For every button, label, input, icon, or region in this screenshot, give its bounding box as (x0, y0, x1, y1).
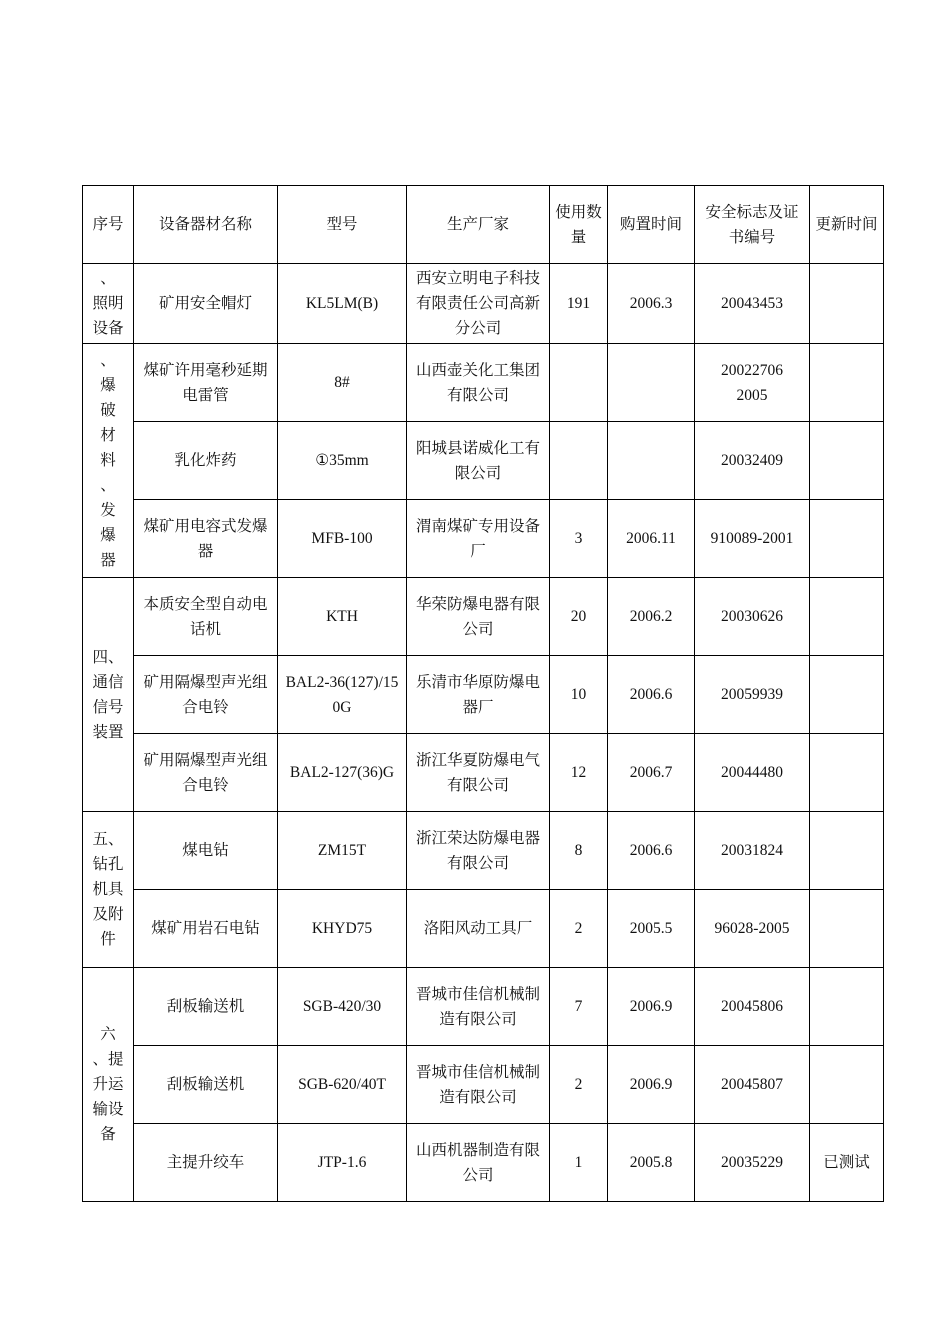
header-cert: 安全标志及证书编号 (695, 186, 810, 264)
cell-cert: 20035229 (695, 1124, 810, 1202)
cell-model: SGB-620/40T (278, 1046, 407, 1124)
cell-update (810, 578, 884, 656)
cell-name: 煤电钻 (134, 812, 278, 890)
cell-qty: 12 (550, 734, 608, 812)
cell-date: 2006.6 (608, 812, 695, 890)
cell-model: KHYD75 (278, 890, 407, 968)
cell-model: JTP-1.6 (278, 1124, 407, 1202)
cell-name: 刮板输送机 (134, 968, 278, 1046)
cell-date (608, 422, 695, 500)
cell-cert: 20032409 (695, 422, 810, 500)
cell-date: 2006.3 (608, 264, 695, 344)
cell-model: ①35mm (278, 422, 407, 500)
cell-maker: 阳城县诺威化工有限公司 (407, 422, 550, 500)
table-row (83, 264, 884, 344)
cell-model: BAL2-127(36)G (278, 734, 407, 812)
cell-update (810, 656, 884, 734)
table-row (83, 1046, 884, 1124)
category-lighting: 、 照明 设备 (83, 264, 134, 344)
table-row (83, 734, 884, 812)
cell-maker: 山西壶关化工集团有限公司 (407, 344, 550, 422)
cell-date: 2006.9 (608, 968, 695, 1046)
cell-name: 主提升绞车 (134, 1124, 278, 1202)
cell-model: KL5LM(B) (278, 264, 407, 344)
table-row (83, 968, 884, 1046)
cell-name: 煤矿许用毫秒延期电雷管 (134, 344, 278, 422)
cell-update (810, 968, 884, 1046)
cell-qty: 3 (550, 500, 608, 578)
cell-cert: 20045807 (695, 1046, 810, 1124)
cell-cert: 20059939 (695, 656, 810, 734)
cell-maker: 华荣防爆电器有限公司 (407, 578, 550, 656)
cell-maker: 晋城市佳信机械制造有限公司 (407, 968, 550, 1046)
cell-maker: 浙江荣达防爆电器有限公司 (407, 812, 550, 890)
cell-update (810, 812, 884, 890)
cell-date: 2006.6 (608, 656, 695, 734)
cell-qty: 10 (550, 656, 608, 734)
cell-update (810, 1046, 884, 1124)
category-blasting: 、 爆 破 材 料 、 发 爆 器 (83, 344, 134, 578)
cell-cert: 20030626 (695, 578, 810, 656)
table-row (83, 890, 884, 968)
cell-cert: 20022706 2005 (695, 344, 810, 422)
header-update: 更新时间 (810, 186, 884, 264)
table-row (83, 344, 884, 422)
cell-maker: 渭南煤矿专用设备厂 (407, 500, 550, 578)
cell-maker: 山西机器制造有限公司 (407, 1124, 550, 1202)
header-row (83, 186, 884, 264)
cell-qty (550, 422, 608, 500)
header-model: 型号 (278, 186, 407, 264)
cell-name: 煤矿用电容式发爆器 (134, 500, 278, 578)
table-row (83, 1124, 884, 1202)
cell-date: 2006.7 (608, 734, 695, 812)
cell-cert: 910089-2001 (695, 500, 810, 578)
cell-cert: 20044480 (695, 734, 810, 812)
cell-update (810, 344, 884, 422)
cell-model: ZM15T (278, 812, 407, 890)
table-row (83, 422, 884, 500)
cell-maker: 西安立明电子科技有限责任公司高新分公司 (407, 264, 550, 344)
category-transport: 六 、提 升运 输设 备 (83, 968, 134, 1202)
header-seq: 序号 (83, 186, 134, 264)
cell-qty: 2 (550, 890, 608, 968)
cell-cert: 20045806 (695, 968, 810, 1046)
header-qty: 使用数量 (550, 186, 608, 264)
cell-name: 刮板输送机 (134, 1046, 278, 1124)
cell-qty: 1 (550, 1124, 608, 1202)
cell-qty: 191 (550, 264, 608, 344)
cell-date: 2006.2 (608, 578, 695, 656)
cell-model: SGB-420/30 (278, 968, 407, 1046)
cell-name: 乳化炸药 (134, 422, 278, 500)
cell-name: 矿用安全帽灯 (134, 264, 278, 344)
table-row (83, 578, 884, 656)
cell-qty: 20 (550, 578, 608, 656)
cell-qty: 2 (550, 1046, 608, 1124)
cell-qty: 7 (550, 968, 608, 1046)
cell-name: 矿用隔爆型声光组合电铃 (134, 656, 278, 734)
table-row (83, 500, 884, 578)
cell-update: 已测试 (810, 1124, 884, 1202)
cell-update (810, 734, 884, 812)
cell-update (810, 422, 884, 500)
cell-date: 2005.8 (608, 1124, 695, 1202)
cell-cert: 96028-2005 (695, 890, 810, 968)
header-name: 设备器材名称 (134, 186, 278, 264)
cell-name: 煤矿用岩石电钻 (134, 890, 278, 968)
cell-date: 2006.11 (608, 500, 695, 578)
cell-model: KTH (278, 578, 407, 656)
cell-model: 8# (278, 344, 407, 422)
category-drilling: 五、 钻孔 机具 及附 件 (83, 812, 134, 968)
cell-cert: 20043453 (695, 264, 810, 344)
cell-maker: 乐清市华原防爆电器厂 (407, 656, 550, 734)
cell-date: 2005.5 (608, 890, 695, 968)
cell-maker: 晋城市佳信机械制造有限公司 (407, 1046, 550, 1124)
cell-update (810, 264, 884, 344)
equipment-table (82, 185, 884, 1202)
cell-name: 矿用隔爆型声光组合电铃 (134, 734, 278, 812)
cell-cert: 20031824 (695, 812, 810, 890)
category-communication: 四、 通信 信号 装置 (83, 578, 134, 812)
cell-date: 2006.9 (608, 1046, 695, 1124)
cell-name: 本质安全型自动电话机 (134, 578, 278, 656)
cell-qty (550, 344, 608, 422)
cell-model: BAL2-36(127)/150G (278, 656, 407, 734)
cell-maker: 浙江华夏防爆电气有限公司 (407, 734, 550, 812)
cell-qty: 8 (550, 812, 608, 890)
header-maker: 生产厂家 (407, 186, 550, 264)
table-row (83, 656, 884, 734)
header-date: 购置时间 (608, 186, 695, 264)
cell-maker: 洛阳风动工具厂 (407, 890, 550, 968)
cell-model: MFB-100 (278, 500, 407, 578)
table-row (83, 812, 884, 890)
cell-date (608, 344, 695, 422)
cell-update (810, 500, 884, 578)
cell-update (810, 890, 884, 968)
